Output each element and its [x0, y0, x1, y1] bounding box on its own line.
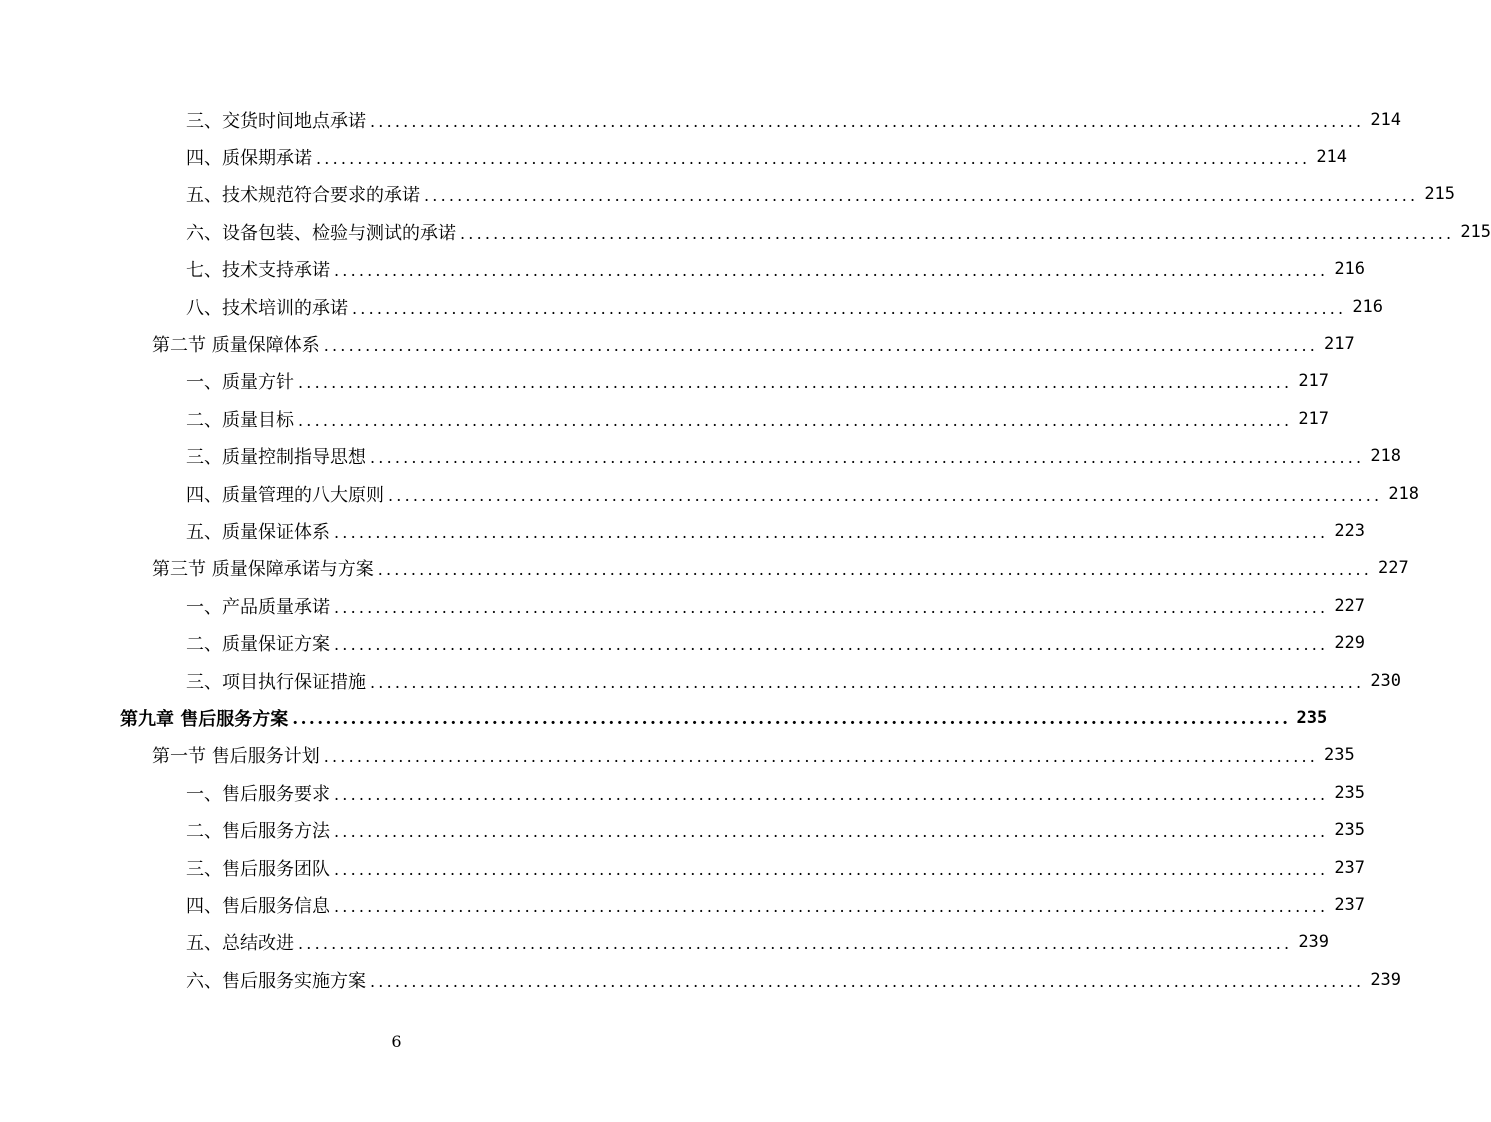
toc-dot-leader: ........................................................................................................................ — [352, 298, 1347, 318]
toc-dot-leader: ........................................................................................................................ — [370, 971, 1365, 991]
toc-entry-title: 六、设备包装、检验与测试的承诺 — [186, 222, 456, 244]
toc-entry-page: 214 — [1316, 147, 1348, 168]
toc-entry-title: 三、售后服务团队 — [186, 858, 330, 880]
toc-entry-page: 217 — [1298, 408, 1330, 429]
toc-dot-leader: ........................................................................................................................ — [323, 336, 1319, 356]
toc-entry-page: 237 — [1334, 857, 1366, 878]
table-of-contents — [0, 101, 1491, 998]
toc-dot-leader: ........................................................................................................................ — [316, 149, 1311, 169]
toc-entry-title: 三、项目执行保证措施 — [186, 671, 366, 693]
toc-dot-leader: ........................................................................................................................ — [334, 597, 1329, 617]
toc-section-entry[interactable] — [0, 325, 1355, 362]
toc-entry-page: 215 — [1460, 221, 1491, 242]
toc-entry-page: 214 — [1370, 109, 1402, 130]
toc-entry-page: 235 — [1334, 782, 1366, 803]
toc-subsection-entry[interactable] — [0, 101, 1402, 138]
toc-entry-title: 四、质保期承诺 — [186, 148, 312, 170]
toc-dot-leader: ........................................................................................................................ — [460, 223, 1455, 243]
toc-dot-leader: ........................................................................................................................ — [377, 560, 1373, 580]
toc-subsection-entry[interactable] — [0, 811, 1366, 848]
toc-dot-leader: ........................................................................................................................ — [334, 859, 1329, 879]
toc-dot-leader: ........................................................................................................................ — [370, 672, 1365, 692]
toc-dot-leader: ........................................................................................................................ — [334, 896, 1329, 916]
toc-section-entry[interactable] — [0, 550, 1409, 587]
toc-subsection-entry[interactable] — [0, 251, 1366, 288]
toc-entry-title: 四、售后服务信息 — [186, 895, 330, 917]
toc-entry-title: 二、质量保证方案 — [186, 634, 330, 656]
toc-entry-page: 229 — [1334, 633, 1366, 654]
toc-entry-page: 237 — [1334, 894, 1366, 915]
toc-dot-leader: ........................................................................................................................ — [298, 410, 1293, 430]
toc-entry-page: 218 — [1388, 483, 1420, 504]
toc-subsection-entry[interactable] — [0, 849, 1366, 886]
toc-dot-leader: ........................................................................................................................ — [388, 485, 1383, 505]
toc-entry-page: 223 — [1334, 520, 1366, 541]
toc-entry-title: 第一节 售后服务计划 — [152, 746, 320, 768]
toc-subsection-entry[interactable] — [0, 288, 1384, 325]
toc-entry-title: 第三节 质量保障承诺与方案 — [152, 559, 374, 581]
toc-entry-page: 215 — [1424, 184, 1456, 205]
toc-entry-page: 217 — [1324, 334, 1355, 355]
toc-entry-page: 216 — [1334, 259, 1366, 280]
toc-entry-page: 235 — [1324, 745, 1355, 766]
toc-entry-page: 227 — [1378, 558, 1409, 579]
toc-entry-title: 三、交货时间地点承诺 — [186, 110, 366, 132]
toc-section-entry[interactable] — [0, 737, 1355, 774]
toc-entry-title: 一、质量方针 — [186, 372, 294, 394]
toc-subsection-entry[interactable] — [0, 662, 1402, 699]
toc-entry-title: 二、售后服务方法 — [186, 821, 330, 843]
toc-chapter-entry[interactable] — [0, 699, 1328, 736]
toc-entry-title: 五、质量保证体系 — [186, 521, 330, 543]
toc-subsection-entry[interactable] — [0, 624, 1366, 661]
toc-subsection-entry[interactable] — [0, 176, 1456, 213]
toc-dot-leader: ........................................................................................................................ — [334, 261, 1329, 281]
toc-entry-page: 235 — [1296, 707, 1328, 728]
toc-dot-leader: ........................................................................................................................ — [334, 822, 1329, 842]
toc-subsection-entry[interactable] — [0, 213, 1491, 250]
toc-entry-page: 239 — [1298, 932, 1330, 953]
toc-entry-title: 七、技术支持承诺 — [186, 260, 330, 282]
toc-entry-title: 三、质量控制指导思想 — [186, 447, 366, 469]
toc-subsection-entry[interactable] — [0, 774, 1366, 811]
toc-dot-leader: ........................................................................................................................ — [298, 934, 1293, 954]
toc-subsection-entry[interactable] — [0, 961, 1402, 998]
toc-entry-title: 一、产品质量承诺 — [186, 596, 330, 618]
toc-dot-leader: ........................................................................................................................ — [334, 522, 1329, 542]
toc-entry-title: 六、售后服务实施方案 — [186, 970, 366, 992]
toc-dot-leader: ........................................................................................................................ — [424, 186, 1419, 206]
toc-subsection-entry[interactable] — [0, 138, 1348, 175]
toc-dot-leader: ........................................................................................................................ — [292, 709, 1291, 730]
toc-entry-page: 235 — [1334, 820, 1366, 841]
toc-subsection-entry[interactable] — [0, 512, 1366, 549]
toc-dot-leader: ........................................................................................................................ — [323, 747, 1319, 767]
toc-subsection-entry[interactable] — [0, 587, 1366, 624]
toc-subsection-entry[interactable] — [0, 886, 1366, 923]
toc-entry-page: 230 — [1370, 670, 1402, 691]
toc-entry-title: 第九章 售后服务方案 — [120, 708, 289, 730]
toc-entry-page: 216 — [1352, 296, 1384, 317]
toc-entry-title: 八、技术培训的承诺 — [186, 297, 348, 319]
toc-subsection-entry[interactable] — [0, 438, 1402, 475]
toc-entry-page: 218 — [1370, 446, 1402, 467]
toc-subsection-entry[interactable] — [0, 400, 1330, 437]
toc-dot-leader: ........................................................................................................................ — [370, 111, 1365, 131]
toc-entry-page: 239 — [1370, 969, 1402, 990]
toc-entry-title: 二、质量目标 — [186, 409, 294, 431]
toc-subsection-entry[interactable] — [0, 363, 1330, 400]
page-number: 6 — [391, 1032, 402, 1051]
toc-entry-page: 227 — [1334, 595, 1366, 616]
toc-entry-title: 第二节 质量保障体系 — [152, 335, 320, 357]
toc-entry-title: 五、总结改进 — [186, 933, 294, 955]
toc-entry-page: 217 — [1298, 371, 1330, 392]
toc-dot-leader: ........................................................................................................................ — [334, 635, 1329, 655]
toc-subsection-entry[interactable] — [0, 924, 1330, 961]
toc-subsection-entry[interactable] — [0, 475, 1420, 512]
toc-entry-title: 四、质量管理的八大原则 — [186, 484, 384, 506]
toc-dot-leader: ........................................................................................................................ — [334, 784, 1329, 804]
toc-dot-leader: ........................................................................................................................ — [370, 448, 1365, 468]
toc-entry-title: 五、技术规范符合要求的承诺 — [186, 185, 420, 207]
toc-dot-leader: ........................................................................................................................ — [298, 373, 1293, 393]
toc-entry-title: 一、售后服务要求 — [186, 783, 330, 805]
